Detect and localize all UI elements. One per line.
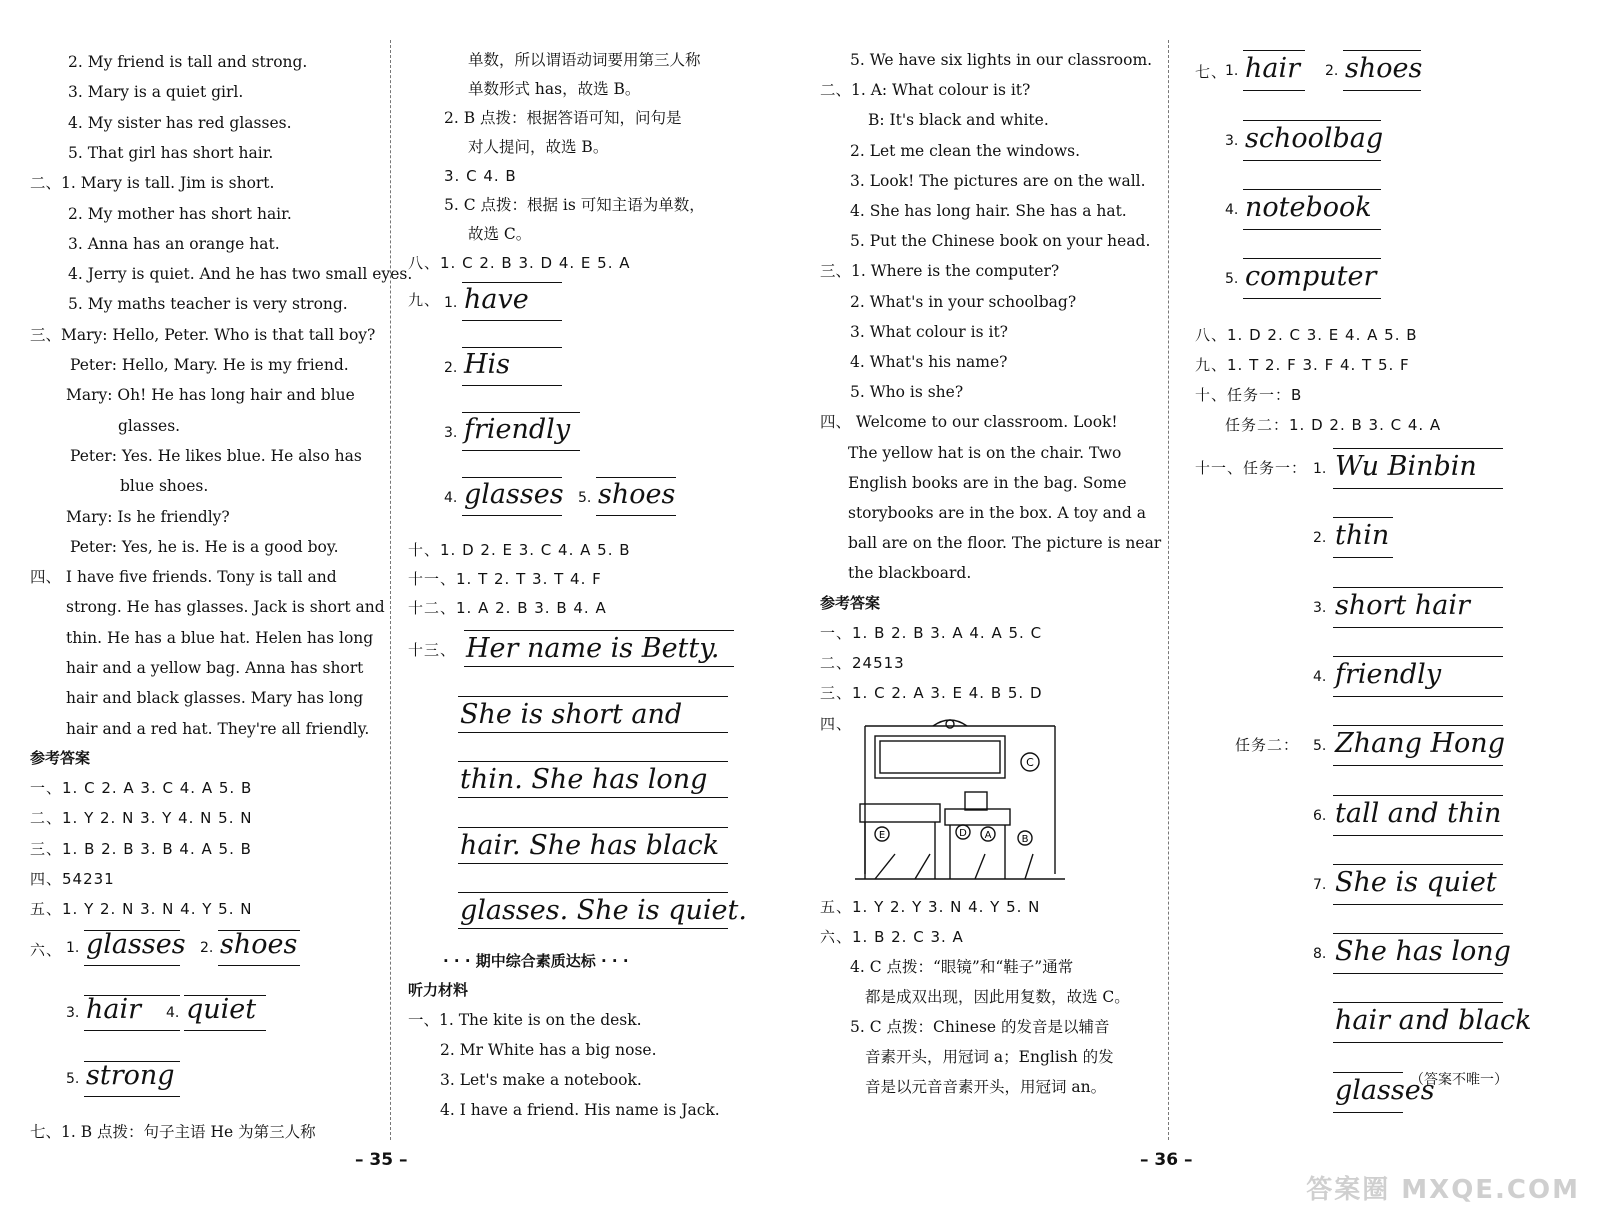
text-line: 单数，所以谓语动词要用第三人称 <box>468 51 701 69</box>
writing-line <box>1343 90 1421 91</box>
item-number: 3. <box>1313 599 1327 616</box>
writing-line <box>1333 835 1503 836</box>
answer-line: 三、1. B 2. B 3. B 4. A 5. B <box>30 839 252 858</box>
column-divider <box>390 40 391 1140</box>
writing-line <box>84 1096 180 1097</box>
answer-line: 六、1. B 2. C 3. A <box>820 928 964 946</box>
text-line: 4. Jerry is quiet. And he has two small eyes. <box>68 265 413 284</box>
handwritten-answer: friendly <box>464 414 571 445</box>
item-number: 2. <box>1325 63 1339 79</box>
handwritten-answer: shoes <box>598 479 676 510</box>
writing-line <box>458 732 728 733</box>
writing-line <box>1333 696 1503 697</box>
writing-line <box>596 515 676 516</box>
writing-line <box>458 892 728 893</box>
answer-title: 参考答案 <box>30 749 91 767</box>
answer-line: 十一、1. T 2. T 3. T 4. F <box>408 570 602 588</box>
writing-line <box>184 995 266 996</box>
text-line: 四、 Welcome to our classroom. Look! <box>820 413 1118 432</box>
handwritten-answer: Her name is Betty. <box>466 633 720 664</box>
writing-line <box>596 477 676 478</box>
column-2 <box>408 0 768 1180</box>
writing-line <box>1343 50 1421 51</box>
text-line: 5. Who is she? <box>850 383 964 402</box>
item-number: 5. <box>66 1071 80 1087</box>
handwritten-answer: hair. She has black <box>460 829 720 861</box>
text-line: 单数形式 has，故选 B。 <box>468 80 641 98</box>
text-line: 2. What's in your schoolbag? <box>850 292 1077 311</box>
listening-line: 4. I have a friend. His name is Jack. <box>440 1101 720 1119</box>
text-line: 3. Look! The pictures are on the wall. <box>850 171 1146 190</box>
listening-title: 听力材料 <box>408 981 469 999</box>
text-line: 2. Let me clean the windows. <box>850 141 1081 160</box>
writing-line <box>84 930 180 931</box>
writing-line <box>1333 795 1503 796</box>
picture-label: D <box>959 828 967 839</box>
answer-line: 一、1. C 2. A 3. C 4. A 5. B <box>30 779 253 797</box>
item-number: 4. <box>166 1005 180 1021</box>
writing-line <box>1333 1002 1503 1003</box>
handwritten-answer: hair and black <box>1335 1005 1532 1037</box>
listening-line: 2. Mr White has a big nose. <box>440 1041 657 1059</box>
listening-line: 一、1. The kite is on the desk. <box>408 1011 642 1029</box>
text-line: 三、Mary: Hello, Peter. Who is that tall boy? <box>30 325 376 344</box>
writing-line <box>1333 517 1393 518</box>
section-seven-label: 七、 <box>1195 63 1228 81</box>
writing-line <box>1333 448 1503 449</box>
text-line: 4. What's his name? <box>850 353 1008 371</box>
answer-line: 四、54231 <box>30 869 115 888</box>
handwritten-answer: computer <box>1245 261 1377 292</box>
text-line: B: It's black and white. <box>868 111 1049 130</box>
item-number: 1. <box>444 295 458 311</box>
writing-line <box>1333 973 1503 974</box>
writing-line <box>458 797 728 798</box>
handwritten-answer: She is quiet <box>1335 866 1497 898</box>
handwritten-answer: hair <box>1245 53 1301 84</box>
text-line: English books are in the bag. Some <box>848 473 1127 492</box>
page-number: – 36 – <box>1140 1150 1193 1170</box>
writing-line <box>458 761 728 762</box>
item-number: 1. <box>1313 461 1327 477</box>
item-number: 3. <box>66 1005 80 1021</box>
text-line: 2. My friend is tall and strong. <box>68 53 308 71</box>
answer-line: 二、24513 <box>820 654 905 673</box>
handwritten-answer: She has long <box>1335 936 1511 968</box>
answer-line: 4. C 点拨：“眼镜”和“鞋子”通常 <box>850 958 1074 976</box>
answer-line: 五、1. Y 2. Y 3. N 4. Y 5. N <box>820 898 1041 916</box>
answer-line: 四、 <box>820 714 853 733</box>
writing-line <box>1243 90 1305 91</box>
item-number: 3. <box>444 425 458 441</box>
text-line: 3. Mary is a quiet girl. <box>68 83 244 102</box>
text-line: Peter: Hello, Mary. He is my friend. <box>70 356 349 374</box>
item-number: 6. <box>1313 807 1327 824</box>
item-number: 5. <box>1225 271 1239 287</box>
answer-line: 任务二：1. D 2. B 3. C 4. A <box>1225 416 1442 434</box>
section-eleven-label: 十一、任务一： <box>1195 459 1308 477</box>
writing-line <box>1333 864 1503 865</box>
writing-line <box>1333 1072 1403 1073</box>
writing-line <box>458 696 728 697</box>
handwritten-answer: strong <box>86 1060 175 1091</box>
text-line: 四、 I have five friends. Tony is tall and <box>30 568 337 587</box>
text-line: the blackboard. <box>848 564 972 583</box>
handwritten-answer: schoolbag <box>1245 123 1384 154</box>
item-number: 8. <box>1313 946 1327 963</box>
answer-title: 参考答案 <box>820 594 881 612</box>
text-line: 3. Anna has an orange hat. <box>68 234 280 253</box>
handwritten-answer: short hair <box>1335 589 1470 621</box>
writing-line <box>1333 933 1503 934</box>
text-line: Mary: Oh! He has long hair and blue <box>66 386 355 405</box>
text-line: 4. She has long hair. She has a hat. <box>850 202 1127 220</box>
handwritten-answer: glasses <box>1335 1074 1435 1106</box>
picture-label: C <box>1026 756 1034 769</box>
item-number: 4. <box>1313 668 1327 685</box>
text-line: 故选 C。 <box>468 225 532 243</box>
writing-line <box>218 965 300 966</box>
handwritten-answer: shoes <box>1345 53 1423 84</box>
answer-line: 九、1. T 2. F 3. F 4. T 5. F <box>1195 356 1410 374</box>
answer-line: 音素开头，用冠词 a；English 的发 <box>865 1048 1114 1066</box>
text-line: 5. C 点拨：根据 is 可知主语为单数， <box>444 196 705 214</box>
listening-line: 3. Let's make a notebook. <box>440 1071 642 1089</box>
answer-note: （答案不唯一） <box>1410 1072 1508 1088</box>
item-number: 1. <box>1225 63 1239 79</box>
section-seven-line: 七、1. B 点拨：句子主语 He 为第三人称 <box>30 1123 316 1141</box>
handwritten-answer: glasses <box>464 479 564 510</box>
text-line: Mary: Is he friendly? <box>66 507 230 526</box>
writing-line <box>462 282 562 283</box>
writing-line <box>462 347 562 348</box>
text-line: Peter: Yes. He likes blue. He also has <box>70 446 362 465</box>
writing-line <box>1333 904 1503 905</box>
midterm-title: · · · 期中综合素质达标 · · · <box>443 952 629 970</box>
item-number: 3. <box>1225 133 1239 149</box>
handwritten-answer: friendly <box>1335 658 1442 690</box>
writing-line <box>1333 1042 1503 1043</box>
answer-line: 八、1. D 2. C 3. E 4. A 5. B <box>1195 326 1418 344</box>
item-number: 7. <box>1313 876 1327 893</box>
item-number: 4. <box>444 490 458 506</box>
writing-line <box>462 385 562 386</box>
writing-line <box>1243 120 1381 121</box>
handwritten-answer: glasses <box>86 929 186 960</box>
text-line: blue shoes. <box>120 477 209 496</box>
text-line: Peter: Yes, he is. He is a good boy. <box>70 537 339 556</box>
text-line: 三、1. Where is the computer? <box>820 262 1060 281</box>
text-line: 八、1. C 2. B 3. D 4. E 5. A <box>408 254 631 272</box>
handwritten-answer: shoes <box>220 929 298 960</box>
writing-line <box>218 930 300 931</box>
writing-line <box>1243 298 1381 299</box>
writing-line <box>464 630 734 631</box>
writing-line <box>458 928 728 929</box>
text-line: hair and a red hat. They're all friendly. <box>66 719 370 738</box>
writing-line <box>462 412 580 413</box>
item-number: 2. <box>200 940 214 956</box>
picture-label: E <box>878 830 886 841</box>
section-nine-label: 九、 <box>408 291 441 309</box>
picture-label: A <box>984 830 992 841</box>
text-line: ball are on the floor. The picture is near <box>848 534 1162 553</box>
writing-line <box>1333 557 1393 558</box>
handwritten-answer: have <box>464 284 529 315</box>
column-3 <box>820 0 1165 1180</box>
handwritten-answer: notebook <box>1245 192 1372 223</box>
text-line: glasses. <box>118 416 181 435</box>
writing-line <box>462 515 562 516</box>
answer-line: 一、1. B 2. B 3. A 4. A 5. C <box>820 624 1043 642</box>
text-line: storybooks are in the box. A toy and a <box>848 504 1146 522</box>
answer-line: 十、任务一：B <box>1195 386 1303 404</box>
writing-line <box>184 1030 266 1031</box>
writing-line <box>84 995 180 996</box>
column-4 <box>1195 0 1580 1180</box>
text-line: 二、1. Mary is tall. Jim is short. <box>30 174 275 193</box>
text-line: 5. Put the Chinese book on your head. <box>850 232 1151 251</box>
item-number: 2. <box>1313 530 1327 547</box>
text-line: 对人提问，故选 B。 <box>468 138 609 156</box>
text-line: 5. We have six lights in our classroom. <box>850 51 1153 69</box>
page-number: – 35 – <box>355 1150 408 1170</box>
watermark: 答案圈 MXQE.COM <box>1306 1175 1580 1205</box>
classroom-picture <box>855 714 1065 884</box>
writing-line <box>1333 1112 1403 1113</box>
handwritten-answer: thin <box>1335 520 1390 552</box>
text-line: 2. My mother has short hair. <box>68 204 292 223</box>
writing-line <box>84 1030 180 1031</box>
text-line: The yellow hat is on the chair. Two <box>848 443 1122 462</box>
writing-line <box>1333 725 1503 726</box>
writing-line <box>464 666 734 667</box>
writing-line <box>1243 50 1305 51</box>
item-number: 5. <box>578 490 592 506</box>
item-number: 4. <box>1225 202 1239 218</box>
writing-line <box>462 320 562 321</box>
text-line: 3. What colour is it? <box>850 322 1008 341</box>
text-line: 5. That girl has short hair. <box>68 143 274 162</box>
answer-line: 十二、1. A 2. B 3. B 4. A <box>408 599 607 617</box>
handwritten-answer: thin. She has long <box>460 764 708 795</box>
handwritten-answer: hair <box>86 994 142 1025</box>
writing-line <box>1243 160 1381 161</box>
text-line: 2. B 点拨：根据答语可知，问句是 <box>444 109 682 127</box>
writing-line <box>1333 765 1503 766</box>
writing-line <box>1243 258 1381 259</box>
section-six-label: 六、 <box>30 941 63 959</box>
handwritten-answer: Zhang Hong <box>1335 728 1505 760</box>
text-line: 3. C 4. B <box>444 167 517 185</box>
writing-line <box>1333 488 1503 489</box>
writing-line <box>458 827 728 828</box>
column-divider <box>1168 40 1169 1140</box>
writing-line <box>1333 627 1503 628</box>
text-line: 4. My sister has red glasses. <box>68 113 292 132</box>
writing-line <box>458 863 728 864</box>
item-number: 5. <box>1313 738 1327 755</box>
writing-line <box>1243 229 1381 230</box>
picture-label: B <box>1021 834 1029 845</box>
answer-line: 三、1. C 2. A 3. E 4. B 5. D <box>820 684 1043 703</box>
answer-line: 5. C 点拨：Chinese 的发音是以辅音 <box>850 1018 1110 1036</box>
section-thirteen-label: 十三、 <box>408 641 457 659</box>
answer-line: 都是成双出现，因此用复数，故选 C。 <box>865 988 1130 1006</box>
text-line: 5. My maths teacher is very strong. <box>68 295 348 314</box>
text-line: hair and a yellow bag. Anna has short <box>66 659 364 677</box>
handwritten-answer: His <box>464 349 511 380</box>
handwritten-answer: glasses. She is quiet. <box>460 895 747 926</box>
answer-line: 五、1. Y 2. N 3. N 4. Y 5. N <box>30 900 253 919</box>
item-number: 2. <box>444 360 458 376</box>
answer-line: 音是以元音音素开头，用冠词 an。 <box>865 1078 1107 1096</box>
handwritten-answer: quiet <box>186 994 257 1025</box>
handwritten-answer: tall and thin <box>1335 797 1502 829</box>
text-line: 二、1. A: What colour is it? <box>820 81 1031 100</box>
writing-line <box>1243 189 1381 190</box>
answer-line: 十、1. D 2. E 3. C 4. A 5. B <box>408 541 631 559</box>
text-line: strong. He has glasses. Jack is short and <box>66 598 385 617</box>
task-two-label: 任务二： <box>1235 736 1300 754</box>
item-number: 1. <box>66 940 80 956</box>
handwritten-answer: She is short and <box>460 698 683 730</box>
text-line: hair and black glasses. Mary has long <box>66 689 364 708</box>
writing-line <box>1333 656 1503 657</box>
answer-line: 二、1. Y 2. N 3. Y 4. N 5. N <box>30 809 253 828</box>
handwritten-answer: Wu Binbin <box>1335 451 1477 482</box>
writing-line <box>462 477 562 478</box>
writing-line <box>1333 587 1503 588</box>
writing-line <box>84 1061 180 1062</box>
writing-line <box>84 965 180 966</box>
text-line: thin. He has a blue hat. Helen has long <box>66 628 374 647</box>
writing-line <box>462 450 580 451</box>
